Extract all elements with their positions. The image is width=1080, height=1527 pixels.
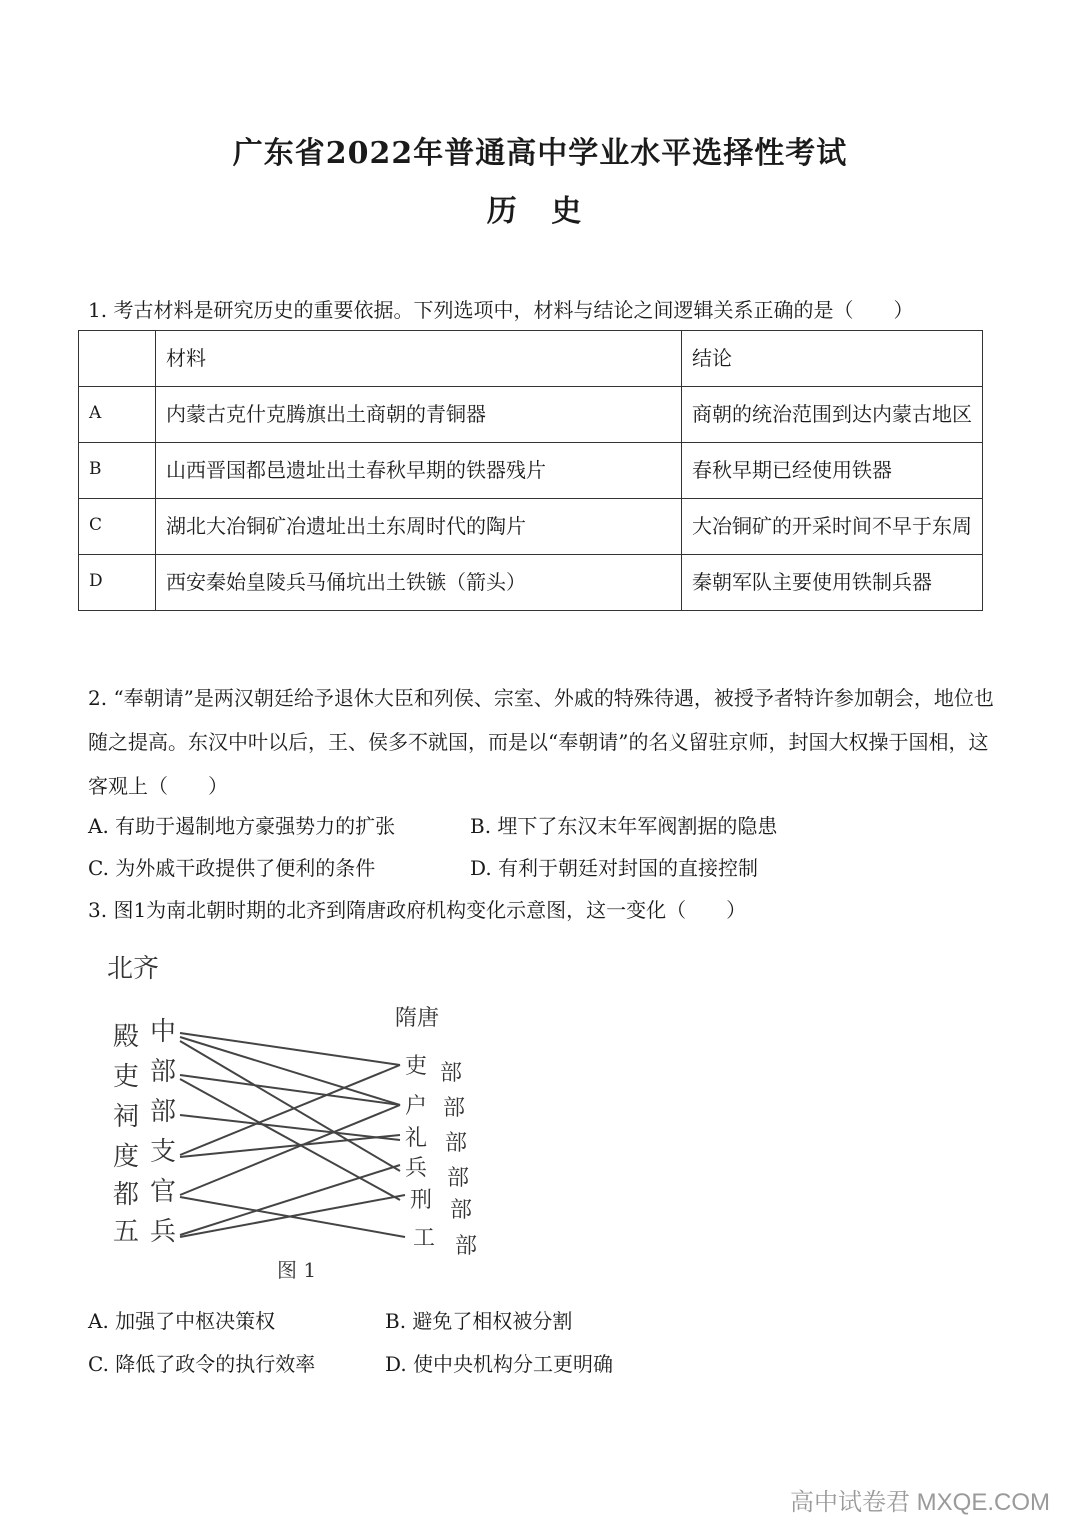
figure-left-char: 殿 [113, 1022, 140, 1052]
figure-left-char: 度 [113, 1142, 140, 1172]
row-material: 西安秦始皇陵兵马俑坑出土铁镞（箭头） [156, 555, 682, 611]
subject-title: 历 史 [486, 194, 594, 229]
figure-right-char: 礼 [405, 1126, 428, 1151]
question-2-option-a[interactable]: A. 有助于遏制地方豪强势力的扩张 [88, 814, 396, 838]
question-3-stem: 3. 图1为南北朝时期的北齐到隋唐政府机构变化示意图，这一变化（ ） [88, 898, 747, 922]
question-2-option-d[interactable]: D. 有利于朝廷对封国的直接控制 [470, 856, 759, 880]
figure-left-char: 五 [113, 1217, 140, 1247]
table-row [79, 387, 983, 443]
question-1-table [78, 330, 983, 611]
figure-caption: 图 1 [277, 1258, 317, 1282]
table-header-row [79, 331, 983, 387]
figure-right-char: 部 [445, 1131, 468, 1156]
figure-connector-lines [180, 1033, 405, 1237]
question-1-stem: 1. 考古材料是研究历史的重要依据。下列选项中，材料与结论之间逻辑关系正确的是（ ） [88, 298, 914, 322]
figure-right-char: 户 [405, 1094, 428, 1119]
figure-left-char: 中 [150, 1017, 177, 1047]
table-row [79, 443, 983, 499]
row-label: D [79, 555, 156, 611]
figure-left-char: 吏 [113, 1062, 140, 1092]
row-conclusion: 春秋早期已经使用铁器 [682, 443, 983, 499]
question-3-option-b[interactable]: B. 避免了相权被分割 [385, 1309, 573, 1333]
figure-left-char: 祠 [113, 1102, 140, 1132]
figure-left-char: 支 [150, 1137, 177, 1167]
figure-right-char: 刑 [410, 1188, 433, 1213]
question-2-option-b[interactable]: B. 埋下了东汉末年军阀割据的隐患 [470, 814, 778, 838]
figure-right-char: 部 [455, 1234, 478, 1259]
question-2-option-c[interactable]: C. 为外戚干政提供了便利的条件 [88, 856, 376, 880]
figure-right-char: 吏 [405, 1054, 428, 1079]
figure-right-char: 部 [443, 1096, 466, 1121]
table-row [79, 555, 983, 611]
figure-right-char: 部 [450, 1198, 473, 1223]
row-material: 湖北大冶铜矿冶遗址出土东周时代的陶片 [156, 499, 682, 555]
figure-left-char: 部 [150, 1057, 177, 1087]
row-conclusion: 商朝的统治范围到达内蒙古地区 [682, 387, 983, 443]
figure-left-char: 部 [150, 1097, 177, 1127]
question-3-option-d[interactable]: D. 使中央机构分工更明确 [385, 1352, 614, 1376]
figure-left-char: 都 [113, 1180, 140, 1210]
figure-right-char: 部 [440, 1061, 463, 1086]
row-material: 内蒙古克什克腾旗出土商朝的青铜器 [156, 387, 682, 443]
question-3-option-a[interactable]: A. 加强了中枢决策权 [88, 1309, 276, 1333]
figure-right-char: 兵 [405, 1156, 428, 1181]
figure-left-char: 兵 [150, 1217, 177, 1247]
watermark: 高中试卷君 MXQE.COM [789, 1489, 1050, 1516]
figure-right-char: 工 [413, 1226, 436, 1251]
exam-title: 广东省2022年普通高中学业水平选择性考试 [232, 136, 848, 171]
question-2-stem: 2. “奉朝请”是两汉朝廷给予退休大臣和列侯、宗室、外戚的特殊待遇，被授予者特许参加朝会，地位也随之提高。东汉中叶以后，王、侯多不就国，而是以“奉朝请”的名义留驻京师，封国大权操于国相，这客观上（ ） [88, 686, 994, 798]
figure-right-header: 隋唐 [395, 1006, 440, 1031]
figure-left-char: 官 [150, 1177, 177, 1207]
row-label: A [79, 387, 156, 443]
figure-left-header: 北齐 [107, 954, 160, 984]
col-conclusion: 结论 [682, 331, 983, 387]
row-conclusion: 秦朝军队主要使用铁制兵器 [682, 555, 983, 611]
figure-right-char: 部 [447, 1166, 470, 1191]
row-label: C [79, 499, 156, 555]
figure-1-diagram [95, 945, 485, 1285]
row-material: 山西晋国都邑遗址出土春秋早期的铁器残片 [156, 443, 682, 499]
col-material: 材料 [156, 331, 682, 387]
row-conclusion: 大冶铜矿的开采时间不早于东周 [682, 499, 983, 555]
question-3-option-c[interactable]: C. 降低了政令的执行效率 [88, 1352, 316, 1376]
row-label: B [79, 443, 156, 499]
table-row [79, 499, 983, 555]
